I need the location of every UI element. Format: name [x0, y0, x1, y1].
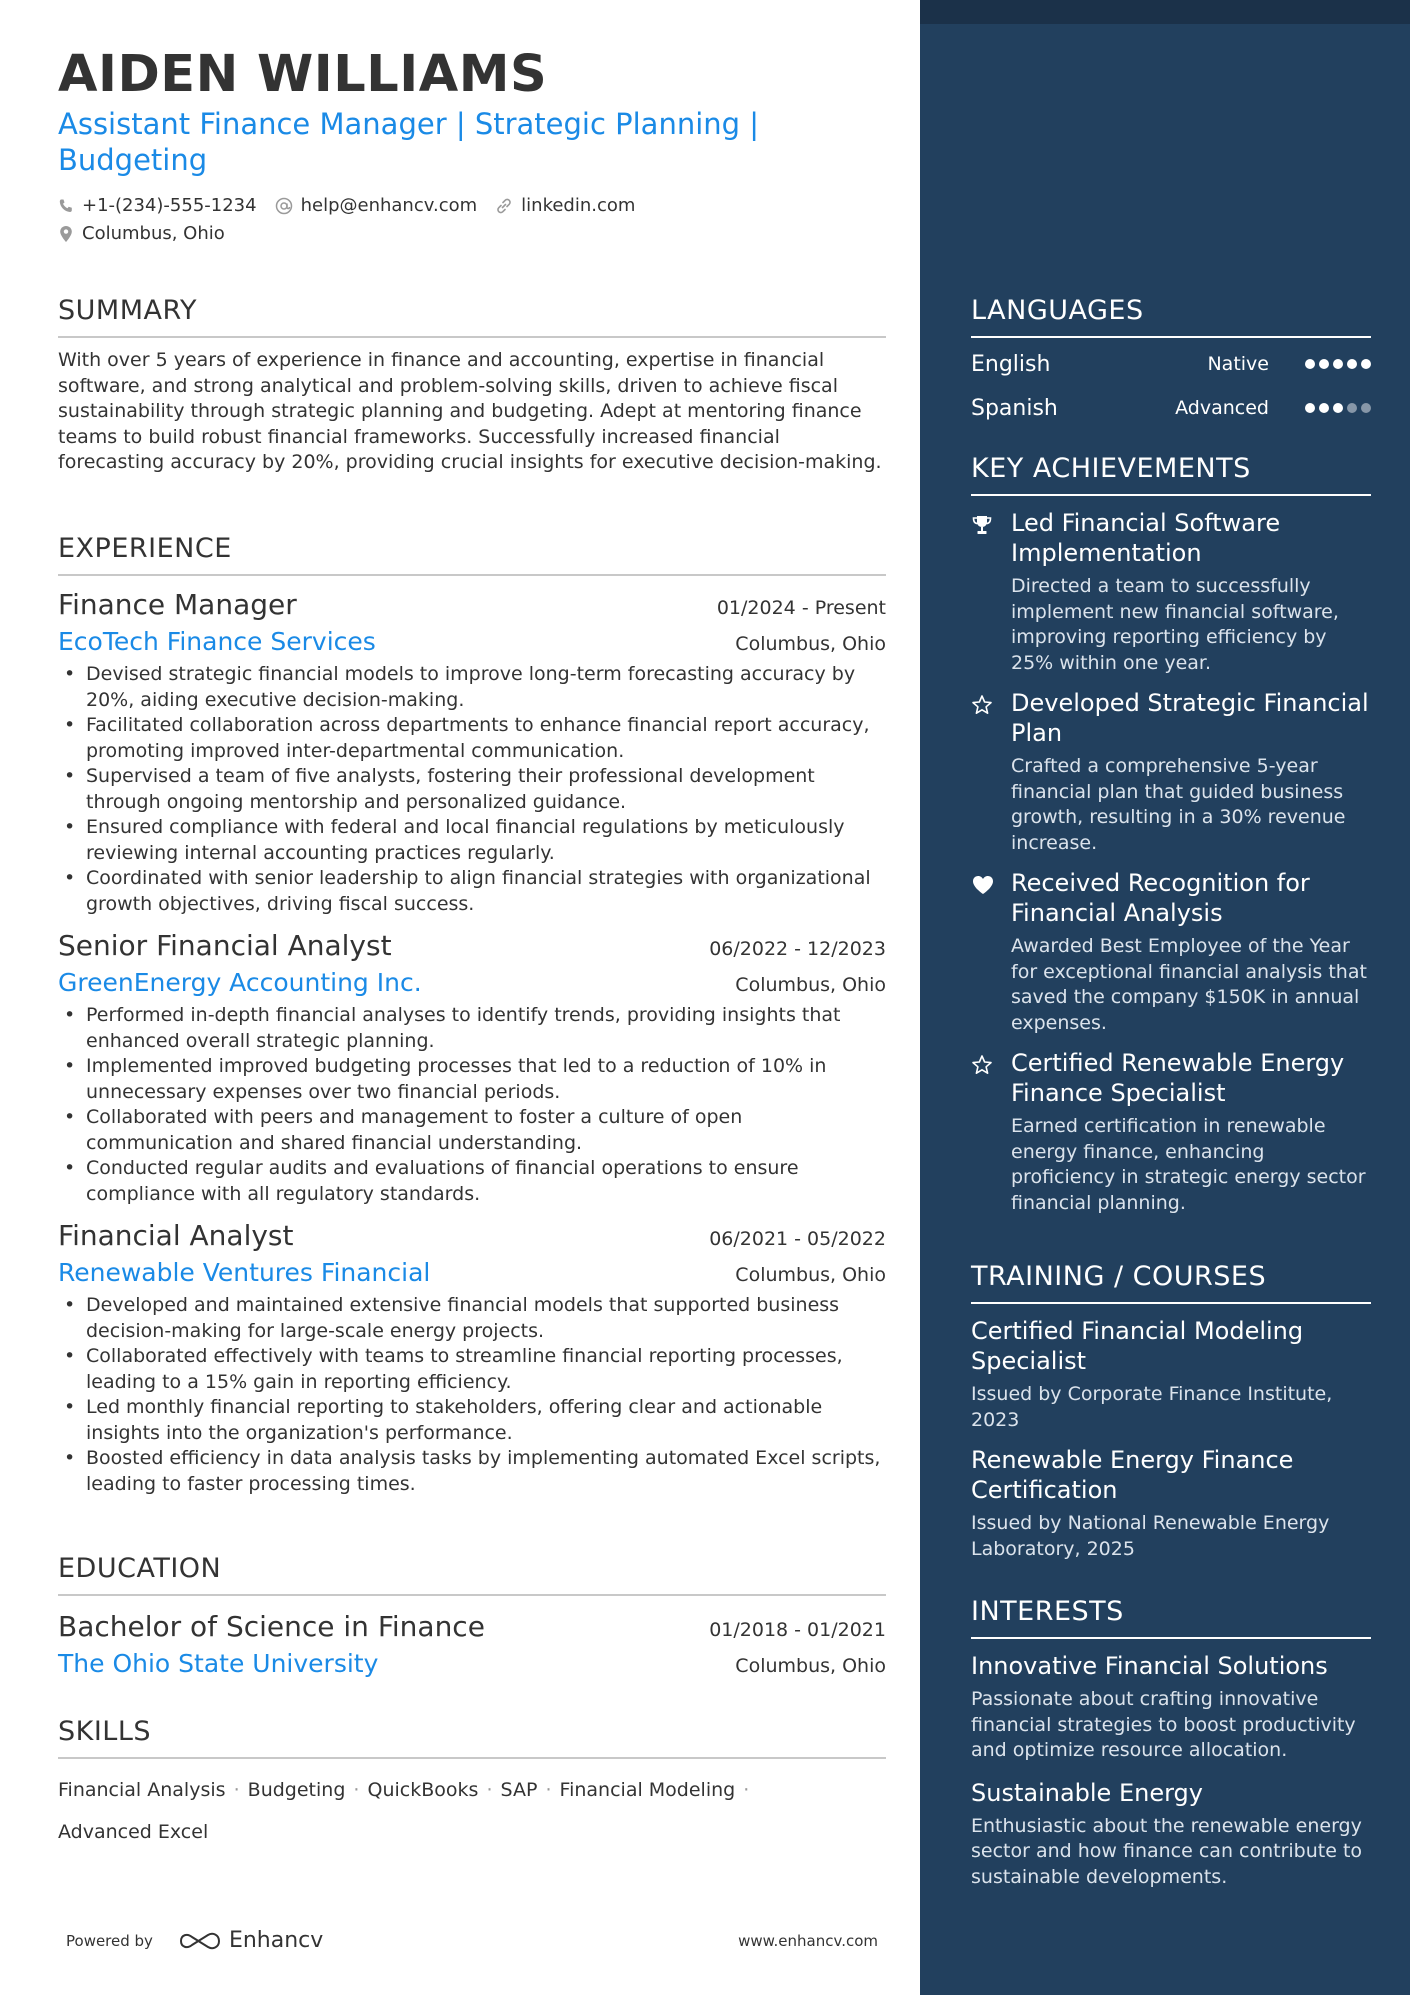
sidebar-top-strip: [920, 0, 1410, 24]
bullet-item: • Facilitated collaboration across departments to enhance financial report accuracy, promoting improved inter-departmental communication.: [58, 713, 886, 764]
skill-item: SAP: [500, 1779, 538, 1801]
heart-icon: [971, 874, 995, 900]
job-dates: 06/2021 - 05/2022: [709, 1228, 886, 1250]
experience-section: [58, 532, 886, 1497]
empty-dot: [1361, 403, 1371, 413]
filled-dot: [1305, 359, 1315, 369]
brand-name: Enhancv: [228, 1928, 324, 1953]
section-title: EXPERIENCE: [58, 532, 886, 576]
job-title: Finance Manager: [58, 588, 297, 621]
filled-dot: [1333, 359, 1343, 369]
skill-item: QuickBooks: [367, 1779, 479, 1801]
contact-info: [58, 192, 886, 248]
infinity-logo-icon: [177, 1929, 223, 1953]
achievement-item: [971, 688, 1371, 856]
achievement-item: [971, 868, 1371, 1036]
section-title: SKILLS: [58, 1715, 886, 1759]
training-section: [971, 1260, 1371, 1574]
job-dates: 06/2022 - 12/2023: [709, 938, 886, 960]
filled-dot: [1361, 359, 1371, 369]
achievement-title: Developed Strategic Financial Plan: [1011, 689, 1369, 747]
degree-title: Bachelor of Science in Finance: [58, 1610, 485, 1643]
language-row: [971, 342, 1371, 386]
headline: Assistant Finance Manager | Strategic Planning | Budgeting: [58, 107, 760, 177]
skill-item: Financial Modeling: [559, 1779, 736, 1801]
achievement-title: Led Financial Software Implementation: [1011, 509, 1281, 567]
summary-text: With over 5 years of experience in finance and accounting, expertise in financial software, and strong analytical and problem-solving skills, driven to achieve fiscal sustainability through strategic planning and budgeting. Adept at mentoring finance teams to build robust financial frameworks. Successfully increased financial forecasting accuracy by 20%, providing crucial insights for executive decision-making.: [58, 349, 882, 473]
section-title: LANGUAGES: [971, 294, 1371, 338]
candidate-name: AIDEN WILLIAMS: [58, 45, 548, 104]
bullet-item: • Implemented improved budgeting processes that led to a reduction of 10% in unnecessary expenses over two financial periods.: [58, 1054, 886, 1105]
skill-item: Advanced Excel: [58, 1821, 209, 1843]
section-title: INTERESTS: [971, 1595, 1371, 1639]
section-title: SUMMARY: [58, 294, 886, 338]
course-item: [971, 1316, 1371, 1433]
education-location: Columbus, Ohio: [735, 1655, 886, 1677]
footer: [58, 1928, 886, 1953]
job-location: Columbus, Ohio: [735, 1264, 886, 1286]
proficiency-dots: [1301, 359, 1371, 369]
language-name: English: [971, 351, 1051, 377]
job-bullets: [58, 662, 886, 917]
skill-item: Budgeting: [247, 1779, 346, 1801]
course-description: Issued by Corporate Finance Institute, 2023: [971, 1383, 1333, 1431]
star-icon: [971, 1054, 993, 1080]
filled-dot: [1333, 403, 1343, 413]
filled-dot: [1347, 359, 1357, 369]
sidebar-column: [920, 0, 1410, 1995]
school-name[interactable]: The Ohio State University: [58, 1649, 379, 1678]
location-pin-icon: [58, 225, 74, 243]
proficiency-dots: [1301, 403, 1371, 413]
language-level: Native: [1207, 353, 1269, 375]
bullet-item: • Conducted regular audits and evaluations of financial operations to ensure compliance with all regulatory standards.: [58, 1156, 886, 1207]
job-bullets: [58, 1293, 886, 1497]
bullet-item: • Performed in-depth financial analyses to identify trends, providing insights that enhanced overall strategic planning.: [58, 1003, 886, 1054]
section-title: EDUCATION: [58, 1552, 886, 1596]
skills-list: Financial Analysis · Budgeting · QuickBooks · SAP · Financial Modeling · Advanced Excel: [58, 1779, 750, 1843]
languages-section: [971, 294, 1371, 430]
job-entry: [58, 1217, 886, 1497]
language-name: Spanish: [971, 395, 1058, 421]
summary-section: [58, 294, 886, 476]
achievement-item: [971, 1048, 1371, 1216]
star-icon: [971, 694, 993, 720]
bullet-item: • Collaborated with peers and management to foster a culture of open communication and shared financial understanding.: [58, 1105, 886, 1156]
bullet-item: • Ensured compliance with federal and local financial regulations by meticulously reviewing internal accounting practices regularly.: [58, 815, 886, 866]
achievements-section: [971, 452, 1371, 1228]
interest-description: Enthusiastic about the renewable energy sector and how finance can contribute to sustainable developments.: [971, 1814, 1363, 1888]
powered-by-label: Powered by: [66, 1931, 153, 1950]
filled-dot: [1319, 359, 1329, 369]
language-level: Advanced: [1175, 397, 1269, 419]
email-item[interactable]: [275, 192, 478, 220]
language-row: [971, 386, 1371, 430]
achievement-description: Crafted a comprehensive 5-year financial plan that guided business growth, resulting in a 30% revenue increase.: [1011, 755, 1346, 854]
course-item: [971, 1445, 1371, 1562]
bullet-item: • Supervised a team of five analysts, fostering their professional development through ongoing mentorship and personalized guidance.: [58, 764, 886, 815]
company-name[interactable]: Renewable Ventures Financial: [58, 1258, 431, 1287]
achievement-description: Awarded Best Employee of the Year for exceptional financial analysis that saved the company $150K in annual expenses.: [1011, 935, 1367, 1034]
bullet-item: • Devised strategic financial models to improve long-term forecasting accuracy by 20%, aiding executive decision-making.: [58, 662, 886, 713]
job-bullets: [58, 1003, 886, 1207]
trophy-icon: [971, 514, 993, 540]
link-icon: [495, 197, 513, 215]
company-name[interactable]: GreenEnergy Accounting Inc.: [58, 968, 422, 997]
interest-title: Innovative Financial Solutions: [971, 1652, 1328, 1680]
enhancv-logo[interactable]: [177, 1928, 323, 1953]
filled-dot: [1319, 403, 1329, 413]
job-location: Columbus, Ohio: [735, 974, 886, 996]
email-text: help@enhancv.com: [300, 195, 478, 216]
bullet-item: • Coordinated with senior leadership to align financial strategies with organizational growth objectives, driving fiscal success.: [58, 866, 886, 917]
course-title: Certified Financial Modeling Specialist: [971, 1317, 1304, 1375]
achievement-item: [971, 508, 1371, 676]
bullet-item: • Developed and maintained extensive financial models that supported business decision-making for large-scale energy projects.: [58, 1293, 886, 1344]
job-entry: [58, 927, 886, 1207]
linkedin-item[interactable]: [495, 192, 635, 220]
interest-title: Sustainable Energy: [971, 1778, 1203, 1807]
at-icon: [275, 197, 293, 215]
filled-dot: [1305, 403, 1315, 413]
job-title: Financial Analyst: [58, 1219, 294, 1252]
education-dates: 01/2018 - 01/2021: [709, 1619, 886, 1641]
company-name[interactable]: EcoTech Finance Services: [58, 627, 376, 656]
interests-section: [971, 1595, 1371, 1904]
achievement-description: Earned certification in renewable energy finance, enhancing proficiency in strategic energy sector financial planning.: [1011, 1115, 1366, 1214]
skills-section: [58, 1715, 886, 1853]
section-title: KEY ACHIEVEMENTS: [971, 452, 1371, 496]
skill-item: Financial Analysis: [58, 1779, 226, 1801]
location-text: Columbus, Ohio: [82, 223, 225, 244]
section-title: TRAINING / COURSES: [971, 1260, 1371, 1304]
job-title: Senior Financial Analyst: [58, 929, 392, 962]
interest-item: [971, 1651, 1371, 1764]
achievement-title: Certified Renewable Energy Finance Specialist: [1011, 1049, 1345, 1107]
achievement-title: Received Recognition for Financial Analysis: [1011, 869, 1310, 927]
job-dates: 01/2024 - Present: [716, 597, 886, 619]
course-description: Issued by National Renewable Energy Laboratory, 2025: [971, 1512, 1330, 1560]
achievement-description: Directed a team to successfully implement new financial software, improving reporting efficiency by 25% within one year.: [1011, 575, 1339, 674]
empty-dot: [1347, 403, 1357, 413]
job-location: Columbus, Ohio: [735, 633, 886, 655]
phone-icon: [58, 198, 74, 214]
linkedin-text: linkedin.com: [521, 195, 636, 216]
job-entry: [58, 586, 886, 917]
education-section: [58, 1552, 886, 1680]
location-item: [58, 220, 225, 248]
bullet-item: • Boosted efficiency in data analysis tasks by implementing automated Excel scripts, leading to faster processing times.: [58, 1446, 886, 1497]
interest-description: Passionate about crafting innovative financial strategies to boost productivity and optimize resource allocation.: [971, 1688, 1356, 1761]
bullet-item: • Collaborated effectively with teams to streamline financial reporting processes, leading to a 15% gain in reporting efficiency.: [58, 1344, 886, 1395]
interest-item: [971, 1778, 1371, 1891]
phone-text: +1-(234)-555-1234: [82, 195, 257, 216]
phone-item[interactable]: [58, 192, 257, 220]
course-title: Renewable Energy Finance Certification: [971, 1446, 1294, 1504]
bullet-item: • Led monthly financial reporting to stakeholders, offering clear and actionable insights into the organization's performance.: [58, 1395, 886, 1446]
website-link[interactable]: www.enhancv.com: [738, 1931, 878, 1950]
